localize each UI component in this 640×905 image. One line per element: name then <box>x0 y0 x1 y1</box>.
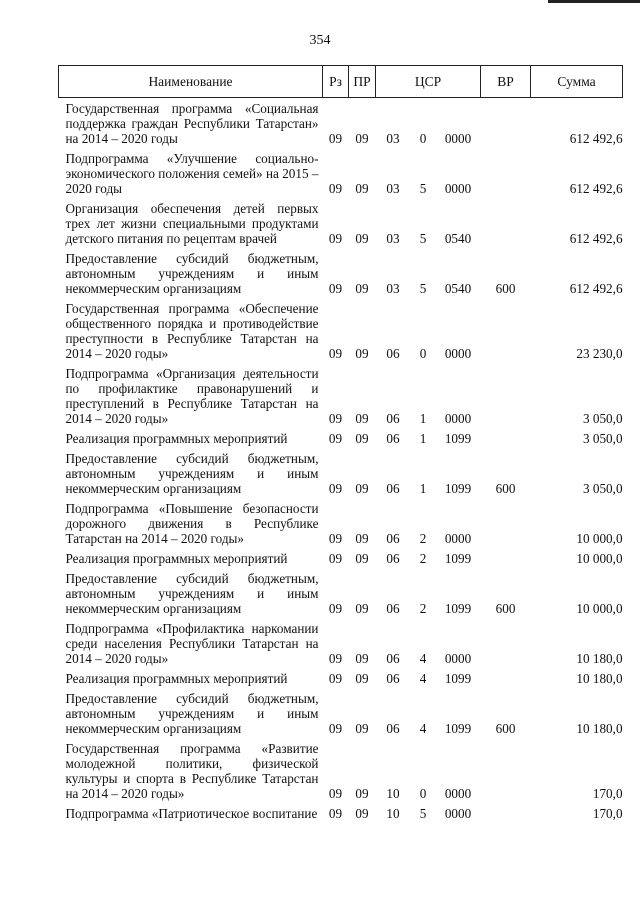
row-vr <box>481 98 531 149</box>
row-pr: 09 <box>355 531 369 546</box>
row-name: Предоставление субсидий бюджетным, автономным учреждениям и иным некоммерческим организациям <box>65 691 319 736</box>
row-name: Государственная программа «Обеспечение общественного порядка и противодействие преступности в Республике Татарстан на 2014 – 2020 годы» <box>65 301 319 361</box>
row-rz: 09 <box>328 671 343 686</box>
row-csr-part1: 06 <box>386 346 400 361</box>
row-pr: 09 <box>355 551 369 566</box>
row-csr-part3: 0000 <box>444 131 472 146</box>
row-csr-part1: 06 <box>386 721 400 736</box>
row-name: Подпрограмма «Улучшение социально-экономического положения семей» на 2015 – 2020 годы <box>65 151 319 196</box>
row-csr-part1: 03 <box>386 181 400 196</box>
row-vr: 600 <box>495 601 516 616</box>
row-csr-part2: 1 <box>419 431 427 446</box>
row-pr: 09 <box>355 671 369 686</box>
row-vr <box>481 363 531 428</box>
table-row <box>59 568 623 618</box>
row-sum: 170,0 <box>592 806 623 821</box>
row-csr-part1: 10 <box>386 786 400 801</box>
row-name: Предоставление субсидий бюджетным, автономным учреждениям и иным некоммерческим организациям <box>65 571 319 616</box>
row-vr: 600 <box>495 481 516 496</box>
row-csr-part2: 1 <box>419 411 427 426</box>
row-vr <box>481 498 531 548</box>
row-csr-part3: 0000 <box>444 786 472 801</box>
row-csr-part1: 03 <box>386 281 400 296</box>
row-rz: 09 <box>328 721 343 736</box>
header-sum: Сумма <box>531 66 623 98</box>
row-vr <box>481 148 531 198</box>
table-row <box>59 688 623 738</box>
row-csr-part2: 5 <box>419 231 427 246</box>
row-rz: 09 <box>328 411 343 426</box>
row-rz: 09 <box>328 531 343 546</box>
row-csr-part3: 1099 <box>444 551 472 566</box>
row-csr-part2: 2 <box>419 531 427 546</box>
row-sum: 10 000,0 <box>576 601 623 616</box>
table-row <box>59 803 623 823</box>
row-csr-part2: 4 <box>419 721 427 736</box>
table-body <box>59 98 623 824</box>
row-pr: 09 <box>355 131 369 146</box>
row-rz: 09 <box>328 786 343 801</box>
row-rz: 09 <box>328 551 343 566</box>
row-rz: 09 <box>328 281 343 296</box>
row-vr <box>481 548 531 568</box>
row-csr-part1: 06 <box>386 651 400 666</box>
table-header-row <box>59 66 623 98</box>
top-border-line <box>548 0 640 3</box>
row-rz: 09 <box>328 231 343 246</box>
header-rz: Рз <box>323 66 349 98</box>
row-name: Подпрограмма «Организация деятельности по профилактике правонарушений и преступлений в Республике Татарстан на 2014 – 2020 годы» <box>65 366 319 426</box>
row-pr: 09 <box>355 651 369 666</box>
row-csr-part1: 06 <box>386 601 400 616</box>
row-pr: 09 <box>355 601 369 616</box>
table-row <box>59 448 623 498</box>
row-pr: 09 <box>355 281 369 296</box>
row-vr: 600 <box>495 721 516 736</box>
row-pr: 09 <box>355 721 369 736</box>
row-vr: 600 <box>495 281 516 296</box>
row-rz: 09 <box>328 806 343 821</box>
table-row <box>59 428 623 448</box>
row-sum: 10 180,0 <box>576 671 623 686</box>
row-sum: 612 492,6 <box>569 231 623 246</box>
row-sum: 23 230,0 <box>576 346 623 361</box>
row-name: Реализация программных мероприятий <box>65 551 288 566</box>
row-csr-part2: 5 <box>419 281 427 296</box>
row-csr-part3: 1099 <box>444 671 472 686</box>
row-sum: 3 050,0 <box>582 431 623 446</box>
row-csr-part3: 1099 <box>444 431 472 446</box>
row-csr-part2: 0 <box>419 131 427 146</box>
row-csr-part2: 5 <box>419 806 427 821</box>
row-csr-part3: 1099 <box>444 481 472 496</box>
row-pr: 09 <box>355 181 369 196</box>
row-name: Государственная программа «Социальная поддержка граждан Республики Татарстан» на 2014 – 2020 годы <box>65 101 319 146</box>
row-rz: 09 <box>328 131 343 146</box>
row-rz: 09 <box>328 431 343 446</box>
row-rz: 09 <box>328 181 343 196</box>
row-csr-part3: 1099 <box>444 721 472 736</box>
header-pr: ПР <box>349 66 376 98</box>
row-csr-part2: 2 <box>419 601 427 616</box>
table-row <box>59 618 623 668</box>
header-csr: ЦСР <box>376 66 481 98</box>
table-row <box>59 548 623 568</box>
row-sum: 612 492,6 <box>569 131 623 146</box>
row-vr <box>481 803 531 823</box>
row-csr-part2: 1 <box>419 481 427 496</box>
row-sum: 3 050,0 <box>582 481 623 496</box>
row-csr-part2: 0 <box>419 786 427 801</box>
row-csr-part3: 0000 <box>444 411 472 426</box>
row-csr-part1: 06 <box>386 481 400 496</box>
budget-table <box>58 65 623 823</box>
row-rz: 09 <box>328 601 343 616</box>
row-csr-part2: 4 <box>419 671 427 686</box>
table-row <box>59 198 623 248</box>
row-csr-part1: 06 <box>386 431 400 446</box>
row-name: Организация обеспечения детей первых трех лет жизни специальными продуктами детского питания по рецептам врачей <box>65 201 319 246</box>
row-csr-part3: 0000 <box>444 531 472 546</box>
row-rz: 09 <box>328 651 343 666</box>
row-rz: 09 <box>328 346 343 361</box>
row-pr: 09 <box>355 231 369 246</box>
row-csr-part1: 06 <box>386 531 400 546</box>
row-sum: 612 492,6 <box>569 281 623 296</box>
table-row <box>59 363 623 428</box>
row-vr <box>481 668 531 688</box>
row-vr <box>481 428 531 448</box>
row-name: Предоставление субсидий бюджетным, автономным учреждениям и иным некоммерческим организациям <box>65 451 319 496</box>
row-csr-part3: 0000 <box>444 346 472 361</box>
row-name: Подпрограмма «Профилактика наркомании среди населения Республики Татарстан на 2014 – 2020 годы» <box>65 621 319 666</box>
row-sum: 10 180,0 <box>576 721 623 736</box>
row-csr-part2: 2 <box>419 551 427 566</box>
row-sum: 10 000,0 <box>576 551 623 566</box>
row-csr-part3: 0000 <box>444 651 472 666</box>
row-csr-part1: 10 <box>386 806 400 821</box>
row-vr <box>481 618 531 668</box>
row-pr: 09 <box>355 431 369 446</box>
row-sum: 10 180,0 <box>576 651 623 666</box>
row-name: Подпрограмма «Повышение безопасности дорожного движения в Республике Татарстан на 2014 – 2020 годы» <box>65 501 319 546</box>
row-sum: 170,0 <box>592 786 623 801</box>
row-name: Подпрограмма «Патриотическое воспитание <box>65 806 318 821</box>
row-csr-part2: 5 <box>419 181 427 196</box>
row-csr-part1: 06 <box>386 411 400 426</box>
row-csr-part3: 0000 <box>444 181 472 196</box>
row-pr: 09 <box>355 411 369 426</box>
page-number: 354 <box>309 33 331 48</box>
header-vr: ВР <box>481 66 531 98</box>
header-name: Наименование <box>59 66 323 98</box>
table-row <box>59 98 623 149</box>
row-csr-part3: 1099 <box>444 601 472 616</box>
table-row <box>59 738 623 803</box>
row-pr: 09 <box>355 786 369 801</box>
row-csr-part3: 0000 <box>444 806 472 821</box>
table-row <box>59 498 623 548</box>
row-pr: 09 <box>355 481 369 496</box>
row-pr: 09 <box>355 806 369 821</box>
row-csr-part1: 06 <box>386 551 400 566</box>
row-sum: 10 000,0 <box>576 531 623 546</box>
row-csr-part2: 0 <box>419 346 427 361</box>
row-csr-part2: 4 <box>419 651 427 666</box>
table-row <box>59 248 623 298</box>
table-row <box>59 298 623 363</box>
table-row <box>59 668 623 688</box>
table-row <box>59 148 623 198</box>
row-pr: 09 <box>355 346 369 361</box>
row-name: Предоставление субсидий бюджетным, автономным учреждениям и иным некоммерческим организациям <box>65 251 319 296</box>
row-csr-part1: 03 <box>386 131 400 146</box>
row-csr-part1: 06 <box>386 671 400 686</box>
row-name: Реализация программных мероприятий <box>65 671 288 686</box>
row-vr <box>481 298 531 363</box>
row-rz: 09 <box>328 481 343 496</box>
row-name: Реализация программных мероприятий <box>65 431 288 446</box>
row-vr <box>481 738 531 803</box>
row-name: Государственная программа «Развитие молодежной политики, физической культуры и спорта в Республике Татарстан на 2014 – 2020 годы» <box>65 741 319 801</box>
row-csr-part3: 0540 <box>444 281 472 296</box>
row-sum: 3 050,0 <box>582 411 623 426</box>
row-sum: 612 492,6 <box>569 181 623 196</box>
row-vr <box>481 198 531 248</box>
row-csr-part1: 03 <box>386 231 400 246</box>
row-csr-part3: 0540 <box>444 231 472 246</box>
